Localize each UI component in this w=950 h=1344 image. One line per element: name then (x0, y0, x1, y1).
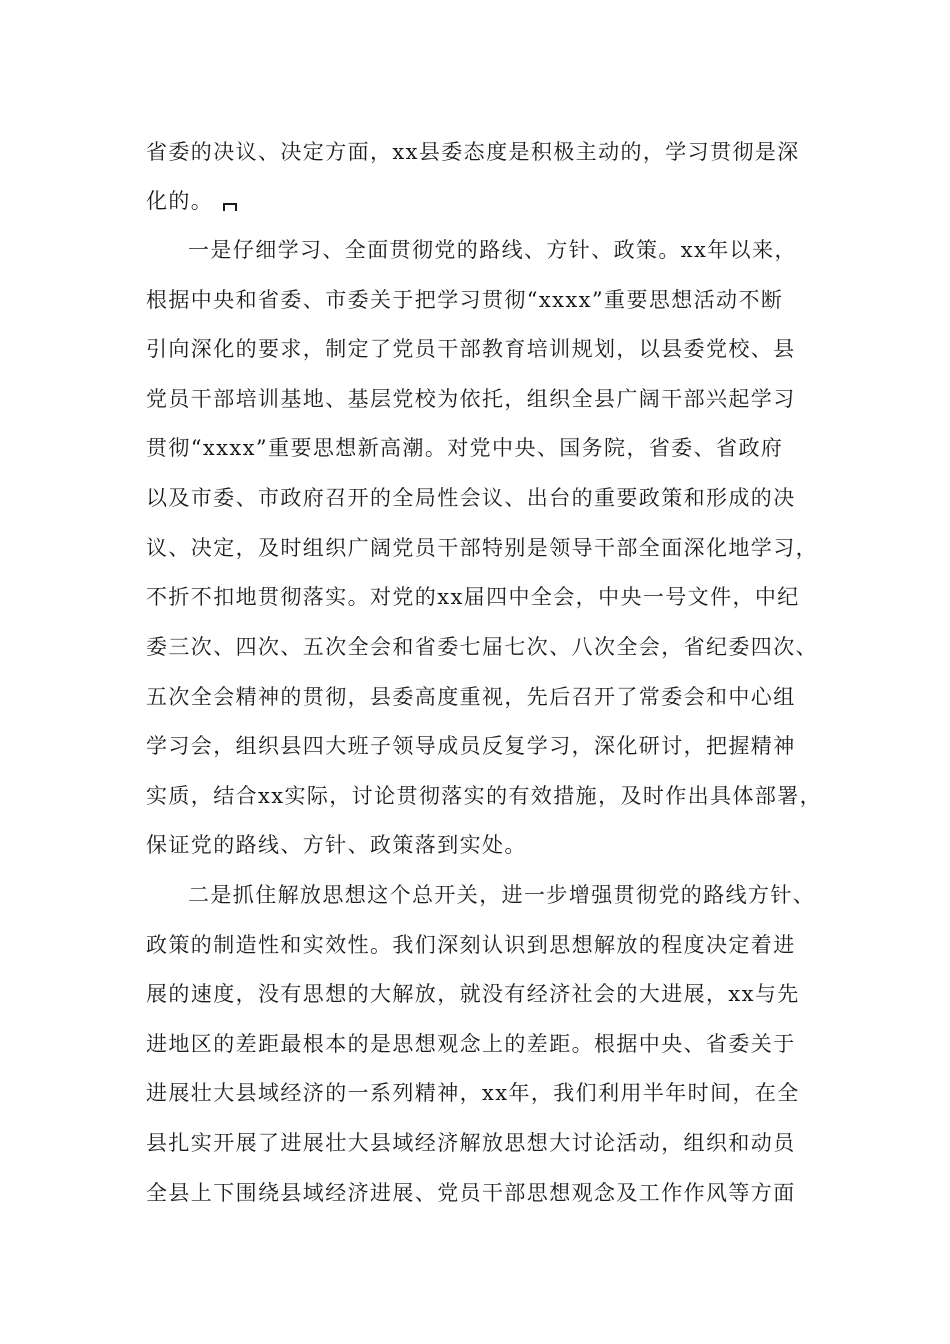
editing-mark-icon (223, 203, 237, 211)
text-line: 进展壮大县域经济的一系列精神，xx年，我们利用半年时间，在全 (146, 1081, 800, 1105)
text-line: 以及市委、市政府召开的全局性会议、出台的重要政策和形成的决 (146, 486, 796, 510)
text-line: 党员干部培训基地、基层党校为依托，组织全县广阔干部兴起学习 (146, 387, 796, 411)
text-line: 引向深化的要求，制定了党员干部教育培训规划，以县委党校、县 (146, 337, 796, 361)
text-line: 学习会，组织县四大班子领导成员反复学习，深化研讨，把握精神 (146, 734, 796, 758)
text-line: 进地区的差距最根本的是思想观念上的差距。根据中央、省委关于 (146, 1032, 796, 1056)
text-line-with-mark (146, 186, 237, 216)
text-line: 展的速度，没有思想的大解放，就没有经济社会的大进展，xx与先 (146, 982, 800, 1006)
text-line: 五次全会精神的贯彻，县委高度重视，先后召开了常委会和中心组 (146, 685, 796, 709)
text-fragment: 化的。 (146, 189, 214, 213)
paragraph-start-line: 二是抓住解放思想这个总开关，进一步增强贯彻党的路线方针、 (188, 883, 816, 907)
text-line: 贯彻“xxxx”重要思想新高潮。对党中央、国务院，省委、省政府 (146, 436, 784, 460)
text-line: 全县上下围绕县域经济进展、党员干部思想观念及工作作风等方面 (146, 1181, 796, 1205)
text-line: 省委的决议、决定方面，xx县委态度是积极主动的，学习贯彻是深 (146, 140, 800, 164)
text-line: 保证党的路线、方针、政策落到实处。 (146, 833, 527, 857)
paragraph-start-line: 一是仔细学习、全面贯彻党的路线、方针、政策。xx年以来， (188, 238, 797, 262)
text-line: 不折不扣地贯彻落实。对党的xx届四中全会，中央一号文件，中纪 (146, 585, 800, 609)
text-line: 根据中央和省委、市委关于把学习贯彻“xxxx”重要思想活动不断 (146, 288, 784, 312)
text-line: 政策的制造性和实效性。我们深刻认识到思想解放的程度决定着进 (146, 933, 796, 957)
text-line: 议、决定，及时组织广阔党员干部特别是领导干部全面深化地学习， (146, 536, 818, 560)
text-line: 实质，结合xx实际，讨论贯彻落实的有效措施，及时作出具体部署， (146, 784, 823, 808)
text-line: 县扎实开展了进展壮大县域经济解放思想大讨论活动，组织和动员 (146, 1131, 796, 1155)
text-line: 委三次、四次、五次全会和省委七届七次、八次全会，省纪委四次、 (146, 635, 818, 659)
